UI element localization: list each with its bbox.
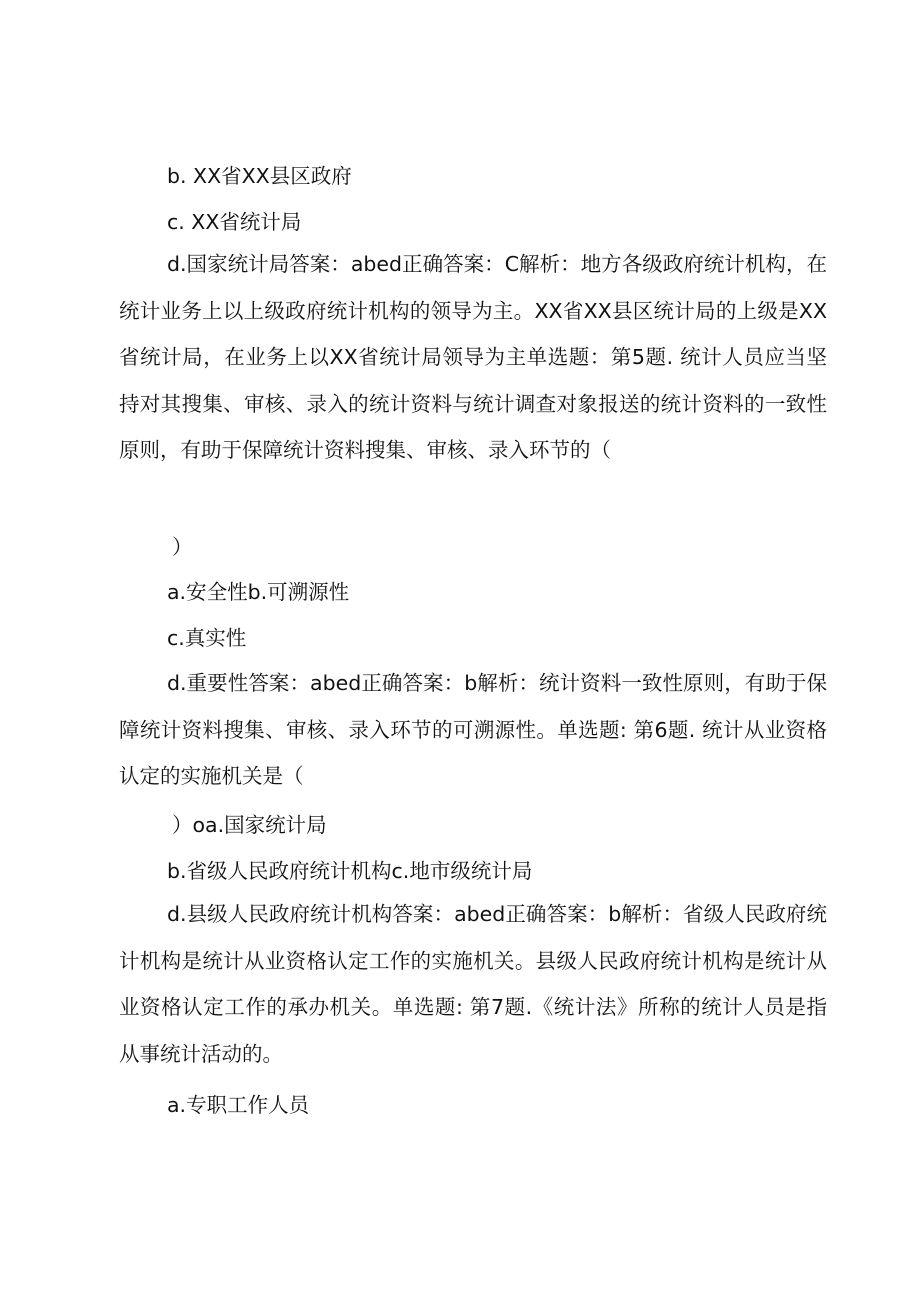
option-c-line: c. XX省统计局 — [167, 210, 302, 234]
options-bc-line: b.省级人民政府统计机构c.地市级统计局 — [167, 859, 533, 883]
options-ab-line: a.安全性b.可溯源性 — [167, 580, 350, 604]
blank-paren-line: ） — [172, 535, 193, 559]
answer-paragraph-q6: d.县级人民政府统计机构答案：abed正确答案：b解析：省级人民政府统计机构是统计从业资格认定工作的实施机关。县级人民政府统计机构是统计从业资格认定工作的承办机关。单选题: 第7题.《统计法》所称的统计人员是指从事统计活动的。 — [119, 902, 827, 1066]
option-b-line: b. XX省XX县区政府 — [167, 164, 352, 188]
option-a-line-2: a.专职工作人员 — [167, 1093, 310, 1117]
answer-paragraph-q5: d.重要性答案：abed正确答案：b解析：统计资料一致性原则，有助于保障统计资料搜集、审核、录入环节的可溯源性。单选题: 第6题. 统计从业资格认定的实施机关是（ — [119, 671, 827, 788]
answer-paragraph-q4: d.国家统计局答案：abed正确答案：C解析：地方各级政府统计机构，在统计业务上以上级政府统计机构的领导为主。XX省XX县区统计局的上级是XX省统计局，在业务上以XX省统计局领导为主单选题：第5题. 统计人员应当坚持对其搜集、审核、录入的统计资料与统计调查对象报送的统计资料的一致性原则，有助于保障统计资料搜集、审核、录入环节的（ — [119, 252, 827, 462]
option-c-line-2: c.真实性 — [167, 626, 247, 650]
option-a-line: ）oa.国家统计局 — [172, 813, 327, 837]
